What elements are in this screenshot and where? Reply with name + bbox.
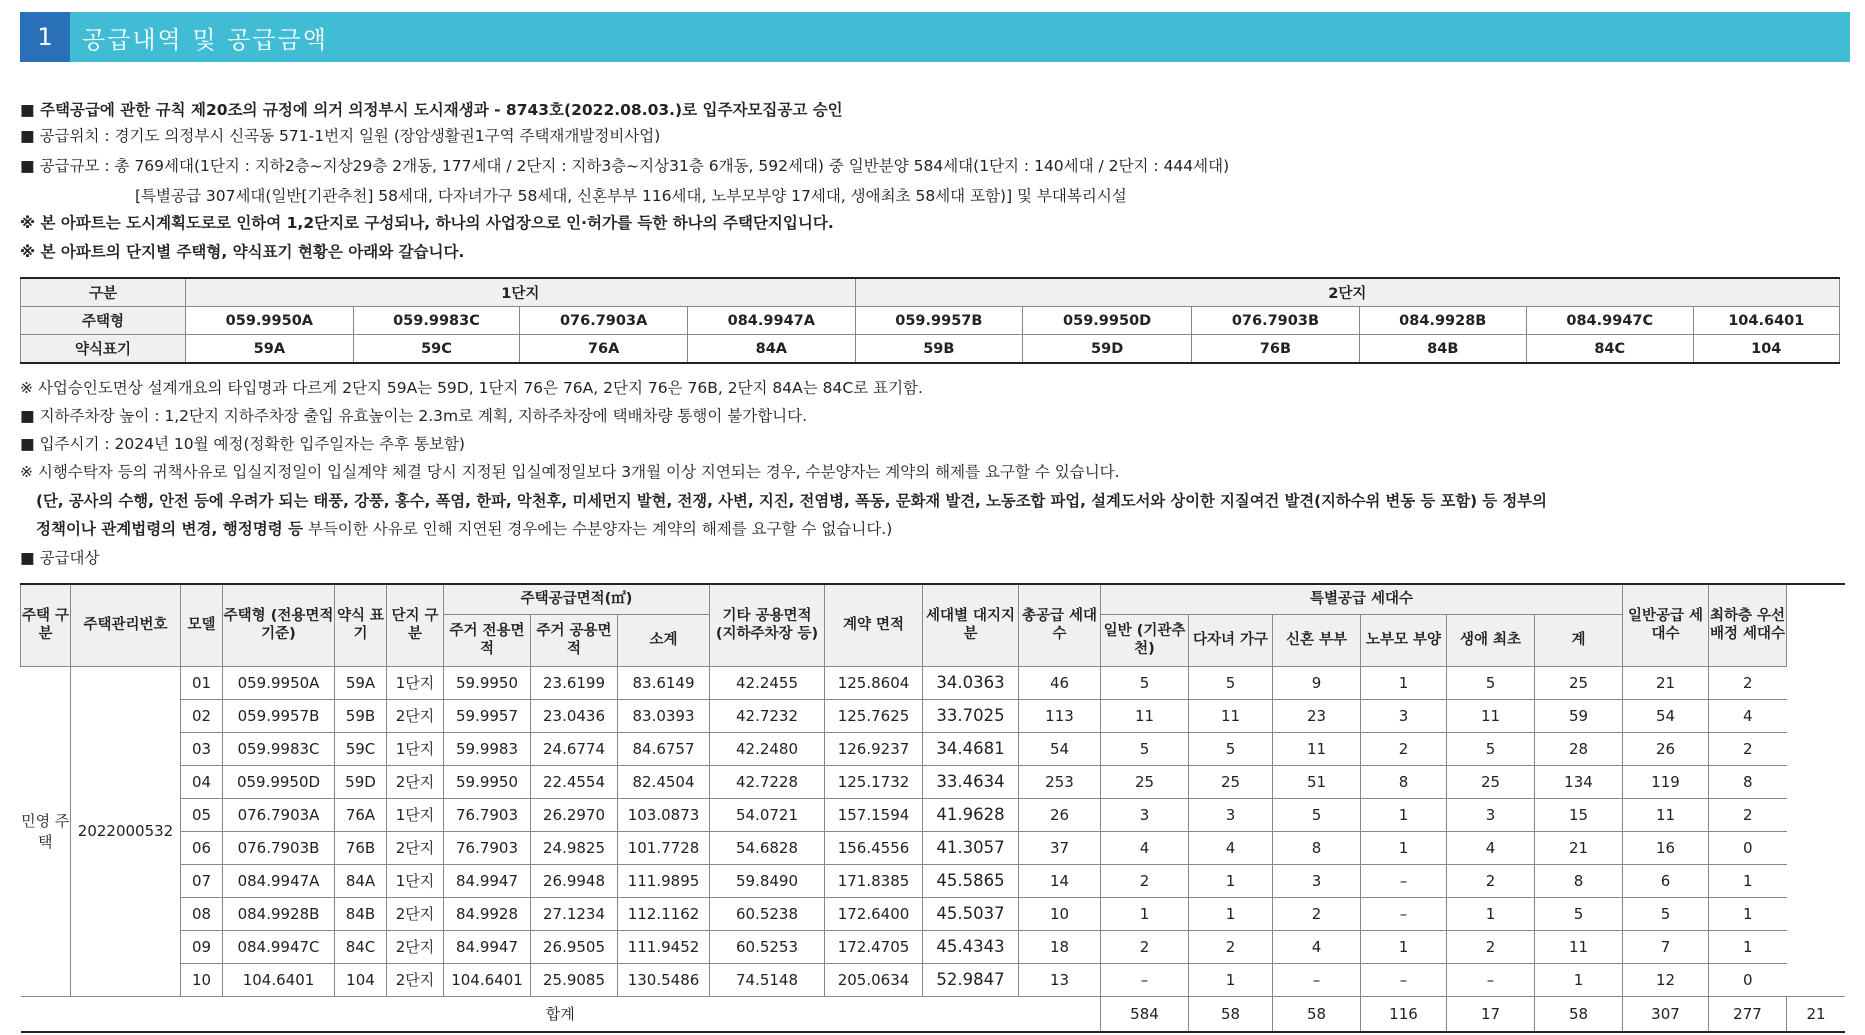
model-cell: 01	[181, 666, 223, 699]
supply-table	[20, 583, 1845, 1033]
sp-newlywed-cell: 2	[1273, 897, 1361, 930]
sp-first-cell: 4	[1447, 831, 1535, 864]
lowest-floor-cell: 0	[1709, 831, 1787, 864]
th-housing-kind: 주택 구분	[21, 584, 71, 666]
th-sp-first: 생애 최초	[1447, 614, 1535, 666]
sp-sum-cell: 11	[1535, 930, 1623, 963]
th-total-units: 총공급 세대수	[1019, 584, 1101, 666]
other-area-cell: 42.2455	[710, 666, 825, 699]
total-units-cell: 13	[1019, 963, 1101, 996]
sp-multichild-cell: 5	[1189, 732, 1273, 765]
type-table-header-complex2: 2단지	[855, 278, 1839, 307]
type-cell: 059.9950A	[186, 307, 354, 335]
type-cell: 076.7903B	[223, 831, 335, 864]
general-supply-cell: 21	[1623, 666, 1709, 699]
sp-sum-cell: 59	[1535, 699, 1623, 732]
abbr-cell: 84A	[335, 864, 387, 897]
contract-area-cell: 172.4705	[825, 930, 923, 963]
sp-elderly-cell: 1	[1361, 930, 1447, 963]
th-land-share: 세대별 대지지분	[923, 584, 1019, 666]
other-area-cell: 42.7232	[710, 699, 825, 732]
sp-first-cell: –	[1447, 963, 1535, 996]
land-share-cell: 45.5037	[923, 897, 1019, 930]
sp-sum-cell: 25	[1535, 666, 1623, 699]
complex-cell: 1단지	[387, 732, 444, 765]
lowest-floor-cell: 0	[1709, 963, 1787, 996]
total-units-cell: 46	[1019, 666, 1101, 699]
total-units-cell: 253	[1019, 765, 1101, 798]
sp-elderly-cell: 3	[1361, 699, 1447, 732]
complex-cell: 1단지	[387, 798, 444, 831]
sp-multichild-cell: 5	[1189, 666, 1273, 699]
sp-sum-cell: 5	[1535, 897, 1623, 930]
total-units-cell: 14	[1019, 864, 1101, 897]
table-row	[21, 930, 1846, 963]
sp-first-cell: 5	[1447, 666, 1535, 699]
general-supply-cell: 26	[1623, 732, 1709, 765]
sp-multichild-cell: 1	[1189, 963, 1273, 996]
sp-elderly-cell: 8	[1361, 765, 1447, 798]
abbr-cell: 59D	[335, 765, 387, 798]
subtotal-cell: 83.0393	[618, 699, 710, 732]
sp-general-cell: 5	[1101, 732, 1189, 765]
model-cell: 04	[181, 765, 223, 798]
sp-sum-cell: 8	[1535, 864, 1623, 897]
abbr-cell: 76B	[1192, 335, 1359, 364]
land-share-cell: 34.0363	[923, 666, 1019, 699]
total-row	[21, 996, 1846, 1032]
table-row	[21, 864, 1846, 897]
contract-area-cell: 157.1594	[825, 798, 923, 831]
subtotal-cell: 111.9452	[618, 930, 710, 963]
contract-area-cell: 205.0634	[825, 963, 923, 996]
subtotal-cell: 103.0873	[618, 798, 710, 831]
type-table-row-type: 주택형	[21, 307, 186, 335]
type-cell: 084.9947A	[223, 864, 335, 897]
sp-newlywed-cell: –	[1273, 963, 1361, 996]
th-type: 주택형 (전용면적 기준)	[223, 584, 335, 666]
sp-first-cell: 25	[1447, 765, 1535, 798]
total-units-cell: 10	[1019, 897, 1101, 930]
type-cell: 076.7903B	[1192, 307, 1359, 335]
excl-area-cell: 104.6401	[444, 963, 531, 996]
abbr-cell: 84A	[687, 335, 855, 364]
general-supply-cell: 5	[1623, 897, 1709, 930]
excl-area-cell: 84.9947	[444, 864, 531, 897]
type-cell: 059.9957B	[223, 699, 335, 732]
other-area-cell: 42.2480	[710, 732, 825, 765]
subtotal-cell: 130.5486	[618, 963, 710, 996]
lowest-floor-cell: 1	[1709, 897, 1787, 930]
type-table	[20, 277, 1840, 364]
general-supply-cell: 16	[1623, 831, 1709, 864]
lowest-floor-cell: 1	[1709, 864, 1787, 897]
abbr-cell: 59B	[855, 335, 1022, 364]
abbr-cell: 104	[335, 963, 387, 996]
th-special-group: 특별공급 세대수	[1101, 584, 1623, 614]
subtotal-cell: 101.7728	[618, 831, 710, 864]
total-units: 584	[1101, 996, 1189, 1032]
other-area-cell: 59.8490	[710, 864, 825, 897]
contract-area-cell: 125.1732	[825, 765, 923, 798]
contract-area-cell: 125.8604	[825, 666, 923, 699]
th-general-supply: 일반공급 세대수	[1623, 584, 1709, 666]
th-complex: 단지 구분	[387, 584, 444, 666]
other-area-cell: 60.5238	[710, 897, 825, 930]
note-approval: ■ 주택공급에 관한 규칙 제20조의 규정에 의거 의정부시 도시재생과 - 8743호(2022.08.03.)로 입주자모집공고 승인	[20, 101, 843, 119]
total-units-cell: 26	[1019, 798, 1101, 831]
type-cell: 084.9928B	[223, 897, 335, 930]
other-area-cell: 74.5148	[710, 963, 825, 996]
total-units-cell: 37	[1019, 831, 1101, 864]
sp-newlywed-cell: 3	[1273, 864, 1361, 897]
sp-elderly-cell: 1	[1361, 666, 1447, 699]
model-cell: 07	[181, 864, 223, 897]
subtotal-cell: 112.1162	[618, 897, 710, 930]
abbr-cell: 76B	[335, 831, 387, 864]
general-supply-cell: 7	[1623, 930, 1709, 963]
th-contract-area: 계약 면적	[825, 584, 923, 666]
subtotal-cell: 82.4504	[618, 765, 710, 798]
note-delay: ※ 시행수탁자 등의 귀책사유로 입실지정일이 입실계약 체결 당시 지정된 입실예정일보다 3개월 이상 지연되는 경우, 수분양자는 계약의 해제를 요구할 수 있습니다.	[20, 463, 1120, 481]
type-cell: 059.9983C	[353, 307, 520, 335]
abbr-cell: 76A	[335, 798, 387, 831]
land-share-cell: 41.9628	[923, 798, 1019, 831]
lowest-floor-cell: 4	[1709, 699, 1787, 732]
land-share-cell: 45.5865	[923, 864, 1019, 897]
contract-area-cell: 172.6400	[825, 897, 923, 930]
sp-multichild-cell: 11	[1189, 699, 1273, 732]
model-cell: 08	[181, 897, 223, 930]
common-area-cell: 26.9505	[531, 930, 618, 963]
general-supply-cell: 11	[1623, 798, 1709, 831]
general-supply-cell: 6	[1623, 864, 1709, 897]
th-abbr: 약식 표기	[335, 584, 387, 666]
common-area-cell: 26.2970	[531, 798, 618, 831]
other-area-cell: 54.0721	[710, 798, 825, 831]
sp-general-cell: 25	[1101, 765, 1189, 798]
subtotal-cell: 111.9895	[618, 864, 710, 897]
excl-area-cell: 59.9950	[444, 666, 531, 699]
type-table-row-abbr: 약식표기	[21, 335, 186, 364]
sp-general-cell: 1	[1101, 897, 1189, 930]
th-sp-general: 일반 (기관추천)	[1101, 614, 1189, 666]
note-single-complex: ※ 본 아파트는 도시계획도로로 인하여 1,2단지로 구성되나, 하나의 사업장으로 인·허가를 득한 하나의 주택단지입니다.	[20, 214, 834, 232]
common-area-cell: 23.6199	[531, 666, 618, 699]
lowest-floor-cell: 1	[1709, 930, 1787, 963]
th-excl-area: 주거 전용면적	[444, 614, 531, 666]
complex-cell: 2단지	[387, 930, 444, 963]
sp-sum-cell: 28	[1535, 732, 1623, 765]
type-cell: 084.9928B	[1359, 307, 1526, 335]
land-share-cell: 45.4343	[923, 930, 1019, 963]
sp-multichild-cell: 2	[1189, 930, 1273, 963]
sp-elderly-cell: –	[1361, 963, 1447, 996]
complex-cell: 2단지	[387, 831, 444, 864]
common-area-cell: 24.9825	[531, 831, 618, 864]
type-cell: 084.9947A	[687, 307, 855, 335]
total-lowest-floor: 21	[1787, 996, 1846, 1032]
lowest-floor-cell: 2	[1709, 732, 1787, 765]
sp-general-cell: 2	[1101, 930, 1189, 963]
th-sp-elderly: 노부모 부양	[1361, 614, 1447, 666]
abbr-cell: 59C	[335, 732, 387, 765]
general-supply-cell: 54	[1623, 699, 1709, 732]
th-mgmt-no: 주택관리번호	[71, 584, 181, 666]
sp-sum-cell: 21	[1535, 831, 1623, 864]
abbr-cell: 59B	[335, 699, 387, 732]
table-row	[21, 666, 1846, 699]
contract-area-cell: 126.9237	[825, 732, 923, 765]
type-table-header-gubun: 구분	[21, 278, 186, 307]
type-cell: 059.9983C	[223, 732, 335, 765]
common-area-cell: 25.9085	[531, 963, 618, 996]
table-row	[21, 963, 1846, 996]
sp-general-cell: 5	[1101, 666, 1189, 699]
subtotal-cell: 84.6757	[618, 732, 710, 765]
sp-elderly-cell: –	[1361, 864, 1447, 897]
type-cell: 084.9947C	[1526, 307, 1693, 335]
note-parking-height: ■ 지하주차장 높이 : 1,2단지 지하주차장 출입 유효높이는 2.3m로 계획, 지하주차장에 택배차량 통행이 불가합니다.	[20, 407, 808, 425]
complex-cell: 2단지	[387, 963, 444, 996]
total-sp-general: 58	[1189, 996, 1273, 1032]
abbr-cell: 59D	[1023, 335, 1192, 364]
abbr-cell: 59A	[186, 335, 354, 364]
th-other-area: 기타 공용면적 (지하주차장 등)	[710, 584, 825, 666]
mgmt-no-cell: 2022000532	[71, 666, 181, 996]
sp-elderly-cell: 1	[1361, 831, 1447, 864]
total-sp-sum: 307	[1623, 996, 1709, 1032]
sp-multichild-cell: 3	[1189, 798, 1273, 831]
complex-cell: 2단지	[387, 897, 444, 930]
model-cell: 05	[181, 798, 223, 831]
type-cell: 104.6401	[1693, 307, 1839, 335]
common-area-cell: 27.1234	[531, 897, 618, 930]
other-area-cell: 42.7228	[710, 765, 825, 798]
table-row	[21, 732, 1846, 765]
sp-first-cell: 5	[1447, 732, 1535, 765]
sp-elderly-cell: 1	[1361, 798, 1447, 831]
type-cell: 059.9950D	[1023, 307, 1192, 335]
table-row	[21, 897, 1846, 930]
common-area-cell: 24.6774	[531, 732, 618, 765]
sp-first-cell: 2	[1447, 930, 1535, 963]
abbr-cell: 84C	[1526, 335, 1693, 364]
th-lowest-floor: 최하층 우선배정 세대수	[1709, 584, 1787, 666]
total-sp-multichild: 58	[1273, 996, 1361, 1032]
note-exceptions: (단, 공사의 수행, 안전 등에 우려가 되는 태풍, 강풍, 홍수, 폭염, 한파, 악천후, 미세먼지 발현, 전쟁, 사변, 지진, 전염병, 폭동, 문화재 발견, 노동조합 파업, 설계도서와 상이한 지질여건 발견(지하수위 변동 등 포함) 등 정부의	[36, 492, 1547, 510]
th-sp-sum: 계	[1535, 614, 1623, 666]
table-row	[21, 765, 1846, 798]
common-area-cell: 22.4554	[531, 765, 618, 798]
sp-first-cell: 1	[1447, 897, 1535, 930]
complex-cell: 2단지	[387, 699, 444, 732]
contract-area-cell: 156.4556	[825, 831, 923, 864]
sp-general-cell: 3	[1101, 798, 1189, 831]
th-area-group: 주택공급면적(㎡)	[444, 584, 710, 614]
excl-area-cell: 76.7903	[444, 798, 531, 831]
sp-multichild-cell: 4	[1189, 831, 1273, 864]
housing-kind-cell: 민영 주택	[21, 666, 71, 996]
sp-sum-cell: 1	[1535, 963, 1623, 996]
section-title: 공급내역 및 공급금액	[82, 25, 328, 54]
common-area-cell: 26.9948	[531, 864, 618, 897]
note-supply-target: ■ 공급대상	[20, 549, 100, 567]
land-share-cell: 34.4681	[923, 732, 1019, 765]
sp-general-cell: 2	[1101, 864, 1189, 897]
table-row	[21, 798, 1846, 831]
type-table-header-complex1: 1단지	[186, 278, 856, 307]
other-area-cell: 54.6828	[710, 831, 825, 864]
note-move-in: ■ 입주시기 : 2024년 10월 예정(정확한 입주일자는 추후 통보함)	[20, 435, 465, 453]
land-share-cell: 41.3057	[923, 831, 1019, 864]
excl-area-cell: 59.9957	[444, 699, 531, 732]
type-cell: 059.9957B	[855, 307, 1022, 335]
total-units-cell: 54	[1019, 732, 1101, 765]
note-special-supply: [특별공급 307세대(일반[기관추천] 58세대, 다자녀가구 58세대, 신혼부부 116세대, 노부모부양 17세대, 생애최초 58세대 포함)] 및 부대복리시설	[135, 187, 1127, 205]
section-number: 1	[20, 12, 70, 62]
lowest-floor-cell: 2	[1709, 798, 1787, 831]
type-cell: 076.7903A	[223, 798, 335, 831]
complex-cell: 1단지	[387, 864, 444, 897]
note-exceptions-bold: 정책이나 관계법령의 변경, 행정명령 등	[36, 520, 304, 538]
table-row	[21, 831, 1846, 864]
model-cell: 09	[181, 930, 223, 963]
th-sp-multichild: 다자녀 가구	[1189, 614, 1273, 666]
sp-newlywed-cell: 9	[1273, 666, 1361, 699]
sp-multichild-cell: 1	[1189, 897, 1273, 930]
model-cell: 06	[181, 831, 223, 864]
abbr-cell: 84B	[1359, 335, 1526, 364]
excl-area-cell: 76.7903	[444, 831, 531, 864]
total-units-cell: 18	[1019, 930, 1101, 963]
note-scale: ■ 공급규모 : 총 769세대(1단지 : 지하2층~지상29층 2개동, 177세대 / 2단지 : 지하3층~지상31층 6개동, 592세대) 중 일반분양 584세대(1단지 : 140세대 / 2단지 : 444세대)	[20, 157, 1230, 175]
sp-sum-cell: 134	[1535, 765, 1623, 798]
note-location: ■ 공급위치 : 경기도 의정부시 신곡동 571-1번지 일원 (장암생활권1구역 주택재개발정비사업)	[20, 127, 661, 145]
sp-newlywed-cell: 11	[1273, 732, 1361, 765]
sp-first-cell: 2	[1447, 864, 1535, 897]
sp-elderly-cell: 2	[1361, 732, 1447, 765]
general-supply-cell: 12	[1623, 963, 1709, 996]
other-area-cell: 60.5253	[710, 930, 825, 963]
land-share-cell: 33.7025	[923, 699, 1019, 732]
sp-newlywed-cell: 4	[1273, 930, 1361, 963]
excl-area-cell: 59.9983	[444, 732, 531, 765]
total-general-supply: 277	[1709, 996, 1787, 1032]
total-sp-newlywed: 116	[1361, 996, 1447, 1032]
th-subtotal: 소계	[618, 614, 710, 666]
total-units-cell: 113	[1019, 699, 1101, 732]
abbr-cell: 59A	[335, 666, 387, 699]
model-cell: 03	[181, 732, 223, 765]
excl-area-cell: 84.9947	[444, 930, 531, 963]
total-sp-elderly: 17	[1447, 996, 1535, 1032]
land-share-cell: 33.4634	[923, 765, 1019, 798]
sp-general-cell: –	[1101, 963, 1189, 996]
sp-first-cell: 3	[1447, 798, 1535, 831]
contract-area-cell: 171.8385	[825, 864, 923, 897]
sp-newlywed-cell: 5	[1273, 798, 1361, 831]
abbr-cell: 84C	[335, 930, 387, 963]
sp-newlywed-cell: 8	[1273, 831, 1361, 864]
common-area-cell: 23.0436	[531, 699, 618, 732]
type-cell: 076.7903A	[520, 307, 688, 335]
sp-first-cell: 11	[1447, 699, 1535, 732]
type-cell: 084.9947C	[223, 930, 335, 963]
complex-cell: 2단지	[387, 765, 444, 798]
model-cell: 02	[181, 699, 223, 732]
sp-newlywed-cell: 51	[1273, 765, 1361, 798]
subtotal-cell: 83.6149	[618, 666, 710, 699]
type-cell: 104.6401	[223, 963, 335, 996]
abbr-cell: 104	[1693, 335, 1839, 364]
abbr-cell: 76A	[520, 335, 688, 364]
land-share-cell: 52.9847	[923, 963, 1019, 996]
lowest-floor-cell: 8	[1709, 765, 1787, 798]
total-sp-first: 58	[1535, 996, 1623, 1032]
th-model: 모델	[181, 584, 223, 666]
abbr-cell: 84B	[335, 897, 387, 930]
table-row	[21, 699, 1846, 732]
section-banner	[20, 12, 1850, 62]
sp-multichild-cell: 1	[1189, 864, 1273, 897]
sp-newlywed-cell: 23	[1273, 699, 1361, 732]
note-exceptions-tail: 부득이한 사유로 인해 지연된 경우에는 수분양자는 계약의 해제를 요구할 수 없습니다.)	[303, 520, 893, 538]
complex-cell: 1단지	[387, 666, 444, 699]
sp-sum-cell: 15	[1535, 798, 1623, 831]
contract-area-cell: 125.7625	[825, 699, 923, 732]
note-type-mapping: ※ 사업승인도면상 설계개요의 타입명과 다르게 2단지 59A는 59D, 1단지 76은 76A, 2단지 76은 76B, 2단지 84A는 84C로 표기함.	[20, 379, 923, 397]
type-cell: 059.9950A	[223, 666, 335, 699]
lowest-floor-cell: 2	[1709, 666, 1787, 699]
note-type-intro: ※ 본 아파트의 단지별 주택형, 약식표기 현황은 아래와 갈습니다.	[20, 243, 465, 261]
sp-general-cell: 11	[1101, 699, 1189, 732]
excl-area-cell: 84.9928	[444, 897, 531, 930]
th-sp-newlywed: 신혼 부부	[1273, 614, 1361, 666]
total-label: 합계	[21, 996, 1101, 1032]
th-common-area: 주거 공용면적	[531, 614, 618, 666]
note-exceptions-cont	[36, 518, 892, 540]
abbr-cell: 59C	[353, 335, 520, 364]
model-cell: 10	[181, 963, 223, 996]
sp-general-cell: 4	[1101, 831, 1189, 864]
sp-elderly-cell: –	[1361, 897, 1447, 930]
general-supply-cell: 119	[1623, 765, 1709, 798]
excl-area-cell: 59.9950	[444, 765, 531, 798]
type-cell: 059.9950D	[223, 765, 335, 798]
sp-multichild-cell: 25	[1189, 765, 1273, 798]
